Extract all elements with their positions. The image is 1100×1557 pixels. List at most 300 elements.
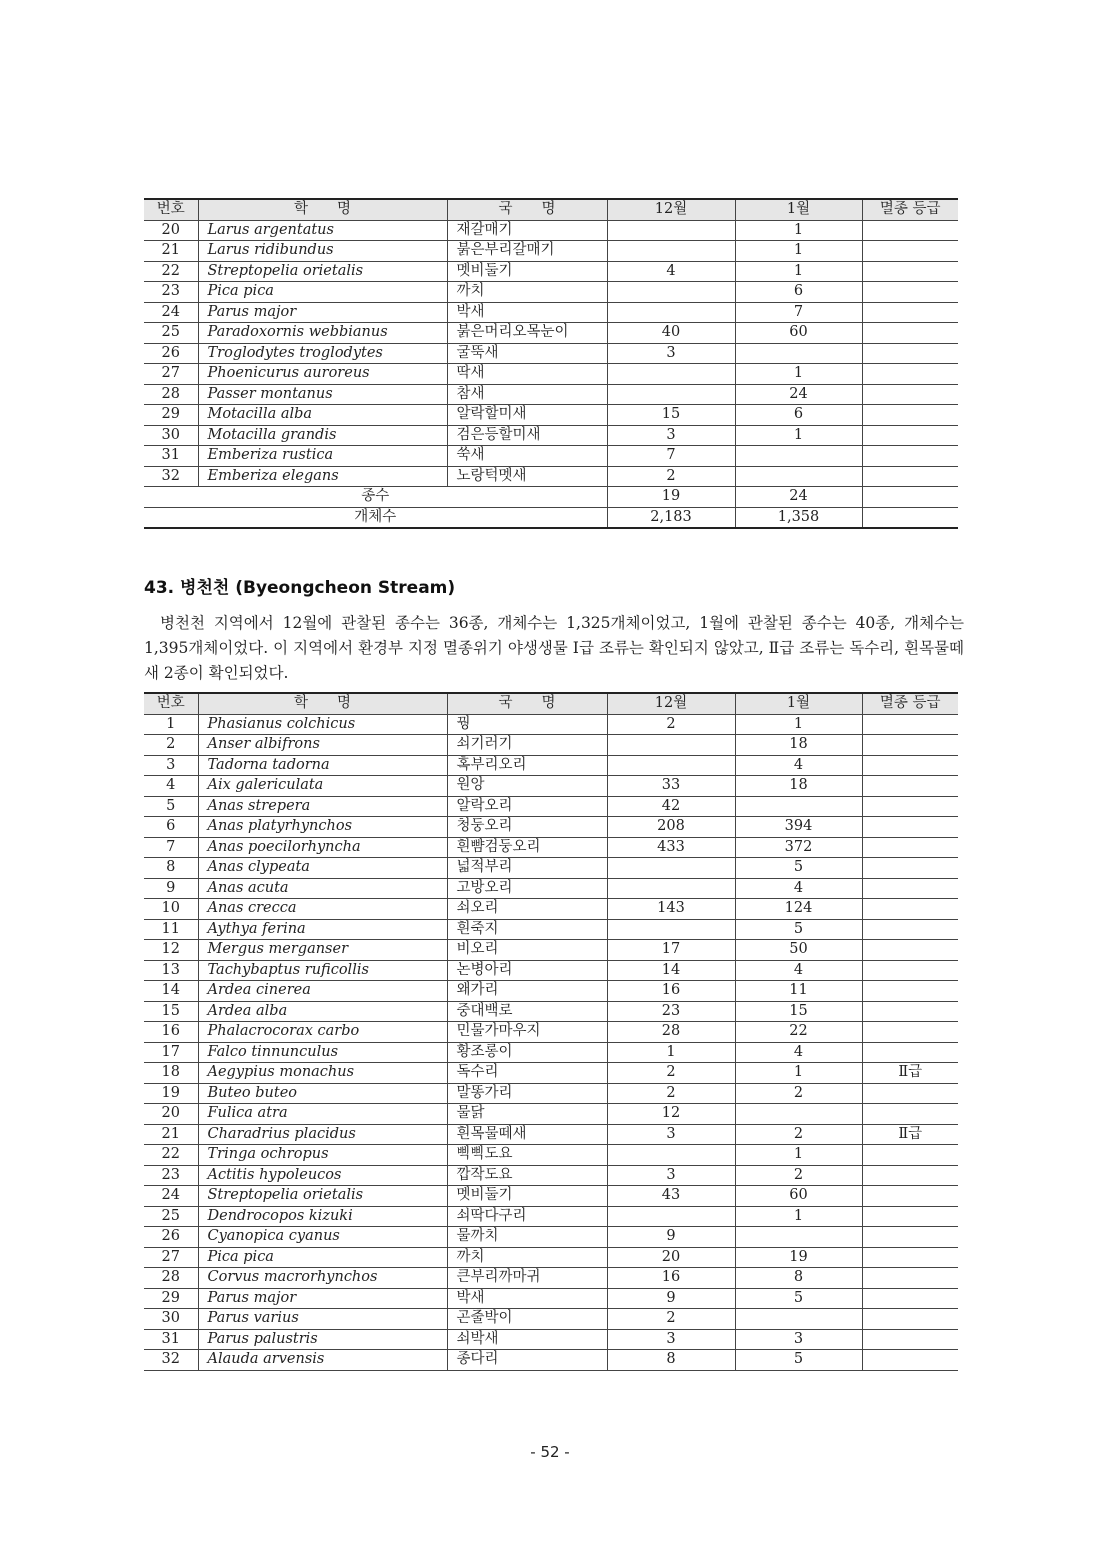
table-row bbox=[144, 1001, 958, 1022]
korean-name: 검은등할미새 bbox=[447, 425, 607, 446]
table-row bbox=[144, 1083, 958, 1104]
december-count: 3 bbox=[607, 1165, 735, 1186]
january-count: 6 bbox=[735, 282, 862, 303]
scientific-name: Emberiza rustica bbox=[198, 446, 447, 467]
december-count bbox=[607, 282, 735, 303]
endangered-grade: Ⅱ급 bbox=[862, 1063, 958, 1084]
january-count: 18 bbox=[735, 735, 862, 756]
endangered-grade bbox=[862, 405, 958, 426]
table-row bbox=[144, 1042, 958, 1063]
header-december: 12월 bbox=[607, 199, 735, 220]
scientific-name: Larus argentatus bbox=[198, 220, 447, 241]
endangered-grade bbox=[862, 466, 958, 487]
endangered-grade bbox=[862, 981, 958, 1002]
endangered-grade bbox=[862, 714, 958, 735]
row-number: 22 bbox=[144, 1145, 198, 1166]
january-count: 1 bbox=[735, 261, 862, 282]
korean-name: 붉은부리갈매기 bbox=[447, 241, 607, 262]
page-number: - 52 - bbox=[530, 1443, 570, 1461]
row-number: 25 bbox=[144, 1206, 198, 1227]
endangered-grade: Ⅱ급 bbox=[862, 1124, 958, 1145]
endangered-grade bbox=[862, 1247, 958, 1268]
january-count: 11 bbox=[735, 981, 862, 1002]
korean-name: 재갈매기 bbox=[447, 220, 607, 241]
december-count bbox=[607, 878, 735, 899]
endangered-grade bbox=[862, 1001, 958, 1022]
endangered-grade bbox=[862, 1268, 958, 1289]
row-number: 20 bbox=[144, 1104, 198, 1125]
row-number: 30 bbox=[144, 1309, 198, 1330]
korean-name: 까치 bbox=[447, 1247, 607, 1268]
table-body bbox=[144, 714, 958, 1370]
december-total: 19 bbox=[607, 487, 735, 508]
row-number: 28 bbox=[144, 1268, 198, 1289]
row-number: 28 bbox=[144, 384, 198, 405]
december-count: 16 bbox=[607, 1268, 735, 1289]
january-count bbox=[735, 1104, 862, 1125]
scientific-name: Charadrius placidus bbox=[198, 1124, 447, 1145]
row-number: 23 bbox=[144, 1165, 198, 1186]
table-row bbox=[144, 261, 958, 282]
table-row bbox=[144, 714, 958, 735]
row-number: 26 bbox=[144, 1227, 198, 1248]
scientific-name: Anas strepera bbox=[198, 796, 447, 817]
row-number: 21 bbox=[144, 241, 198, 262]
endangered-grade bbox=[862, 1350, 958, 1371]
december-count: 14 bbox=[607, 960, 735, 981]
january-total: 24 bbox=[735, 487, 862, 508]
scientific-name: Fulica atra bbox=[198, 1104, 447, 1125]
table-row bbox=[144, 960, 958, 981]
december-count: 16 bbox=[607, 981, 735, 1002]
january-count: 4 bbox=[735, 1042, 862, 1063]
korean-name: 쇠기러기 bbox=[447, 735, 607, 756]
bird-table-byeongcheon bbox=[144, 692, 958, 1371]
bird-table-continued bbox=[144, 198, 958, 529]
december-count: 2 bbox=[607, 1309, 735, 1330]
table-row bbox=[144, 241, 958, 262]
december-count: 3 bbox=[607, 343, 735, 364]
january-total: 1,358 bbox=[735, 507, 862, 528]
korean-name: 말똥가리 bbox=[447, 1083, 607, 1104]
endangered-grade bbox=[862, 1104, 958, 1125]
endangered-grade bbox=[862, 302, 958, 323]
korean-name: 물까치 bbox=[447, 1227, 607, 1248]
scientific-name: Anas acuta bbox=[198, 878, 447, 899]
january-count: 5 bbox=[735, 919, 862, 940]
december-count bbox=[607, 302, 735, 323]
december-count: 2 bbox=[607, 466, 735, 487]
january-count: 372 bbox=[735, 837, 862, 858]
january-count: 2 bbox=[735, 1124, 862, 1145]
table-row bbox=[144, 1022, 958, 1043]
december-count bbox=[607, 755, 735, 776]
scientific-name: Tachybaptus ruficollis bbox=[198, 960, 447, 981]
january-count bbox=[735, 1227, 862, 1248]
korean-name: 흰목물떼새 bbox=[447, 1124, 607, 1145]
endangered-grade bbox=[862, 1186, 958, 1207]
endangered-grade bbox=[862, 755, 958, 776]
table-body bbox=[144, 220, 958, 528]
table-row bbox=[144, 1145, 958, 1166]
december-count: 143 bbox=[607, 899, 735, 920]
total-grade bbox=[862, 507, 958, 528]
january-count: 4 bbox=[735, 960, 862, 981]
scientific-name: Anas poecilorhyncha bbox=[198, 837, 447, 858]
row-number: 22 bbox=[144, 261, 198, 282]
korean-name: 넓적부리 bbox=[447, 858, 607, 879]
endangered-grade bbox=[862, 364, 958, 385]
scientific-name: Parus palustris bbox=[198, 1329, 447, 1350]
scientific-name: Parus major bbox=[198, 302, 447, 323]
table-row bbox=[144, 899, 958, 920]
january-count: 8 bbox=[735, 1268, 862, 1289]
korean-name: 삑삑도요 bbox=[447, 1145, 607, 1166]
endangered-grade bbox=[862, 241, 958, 262]
korean-name: 노랑턱멧새 bbox=[447, 466, 607, 487]
endangered-grade bbox=[862, 282, 958, 303]
scientific-name: Streptopelia orietalis bbox=[198, 261, 447, 282]
scientific-name: Motacilla alba bbox=[198, 405, 447, 426]
row-number: 10 bbox=[144, 899, 198, 920]
december-total: 2,183 bbox=[607, 507, 735, 528]
row-number: 25 bbox=[144, 323, 198, 344]
table-row bbox=[144, 466, 958, 487]
table-row bbox=[144, 776, 958, 797]
row-number: 32 bbox=[144, 1350, 198, 1371]
korean-name: 굴뚝새 bbox=[447, 343, 607, 364]
korean-name: 황조롱이 bbox=[447, 1042, 607, 1063]
korean-name: 딱새 bbox=[447, 364, 607, 385]
january-count bbox=[735, 446, 862, 467]
row-number: 23 bbox=[144, 282, 198, 303]
january-count: 1 bbox=[735, 1206, 862, 1227]
endangered-grade bbox=[862, 425, 958, 446]
january-count: 5 bbox=[735, 1288, 862, 1309]
endangered-grade bbox=[862, 1227, 958, 1248]
row-number: 31 bbox=[144, 1329, 198, 1350]
table-row bbox=[144, 220, 958, 241]
december-count: 3 bbox=[607, 1124, 735, 1145]
korean-name: 청둥오리 bbox=[447, 817, 607, 838]
december-count: 208 bbox=[607, 817, 735, 838]
december-count: 4 bbox=[607, 261, 735, 282]
scientific-name: Mergus merganser bbox=[198, 940, 447, 961]
scientific-name: Aix galericulata bbox=[198, 776, 447, 797]
endangered-grade bbox=[862, 837, 958, 858]
row-number: 15 bbox=[144, 1001, 198, 1022]
scientific-name: Buteo buteo bbox=[198, 1083, 447, 1104]
scientific-name: Anas clypeata bbox=[198, 858, 447, 879]
row-number: 11 bbox=[144, 919, 198, 940]
header-number: 번호 bbox=[144, 199, 198, 220]
table-row bbox=[144, 837, 958, 858]
korean-name: 왜가리 bbox=[447, 981, 607, 1002]
january-count: 24 bbox=[735, 384, 862, 405]
january-count: 4 bbox=[735, 878, 862, 899]
row-number: 27 bbox=[144, 1247, 198, 1268]
january-count: 1 bbox=[735, 425, 862, 446]
endangered-grade bbox=[862, 1145, 958, 1166]
december-count bbox=[607, 364, 735, 385]
table-row bbox=[144, 1329, 958, 1350]
endangered-grade bbox=[862, 384, 958, 405]
scientific-name: Phasianus colchicus bbox=[198, 714, 447, 735]
december-count: 9 bbox=[607, 1288, 735, 1309]
table-row bbox=[144, 364, 958, 385]
december-count bbox=[607, 220, 735, 241]
scientific-name: Pica pica bbox=[198, 282, 447, 303]
endangered-grade bbox=[862, 1022, 958, 1043]
table-row bbox=[144, 384, 958, 405]
table-header-row bbox=[144, 693, 958, 714]
endangered-grade bbox=[862, 960, 958, 981]
endangered-grade bbox=[862, 899, 958, 920]
table-row bbox=[144, 878, 958, 899]
row-number: 31 bbox=[144, 446, 198, 467]
scientific-name: Cyanopica cyanus bbox=[198, 1227, 447, 1248]
december-count bbox=[607, 735, 735, 756]
december-count: 17 bbox=[607, 940, 735, 961]
korean-name: 멧비둘기 bbox=[447, 261, 607, 282]
row-number: 21 bbox=[144, 1124, 198, 1145]
scientific-name: Alauda arvensis bbox=[198, 1350, 447, 1371]
endangered-grade bbox=[862, 796, 958, 817]
december-count: 2 bbox=[607, 714, 735, 735]
scientific-name: Tringa ochropus bbox=[198, 1145, 447, 1166]
table-row bbox=[144, 343, 958, 364]
scientific-name: Anas crecca bbox=[198, 899, 447, 920]
header-january: 1월 bbox=[735, 199, 862, 220]
korean-name: 혹부리오리 bbox=[447, 755, 607, 776]
row-number: 8 bbox=[144, 858, 198, 879]
korean-name: 알락할미새 bbox=[447, 405, 607, 426]
january-count: 1 bbox=[735, 714, 862, 735]
section-paragraph: 병천천 지역에서 12월에 관찰된 종수는 36종, 개체수는 1,325개체이었고, 1월에 관찰된 종수는 40종, 개체수는 1,395개체이었다. 이 지역에서 환경부 지정 멸종위기 야생생물 Ⅰ급 조류는 확인되지 않았고, Ⅱ급 조류는 독수리, 흰목물떼새 2종이 확인되었다. bbox=[144, 614, 964, 682]
row-number: 9 bbox=[144, 878, 198, 899]
table-row bbox=[144, 1309, 958, 1330]
scientific-name: Falco tinnunculus bbox=[198, 1042, 447, 1063]
endangered-grade bbox=[862, 878, 958, 899]
table-row bbox=[144, 302, 958, 323]
december-count: 3 bbox=[607, 1329, 735, 1350]
table-row bbox=[144, 1186, 958, 1207]
row-number: 18 bbox=[144, 1063, 198, 1084]
endangered-grade bbox=[862, 940, 958, 961]
korean-name: 민물가마우지 bbox=[447, 1022, 607, 1043]
korean-name: 곤줄박이 bbox=[447, 1309, 607, 1330]
scientific-name: Pica pica bbox=[198, 1247, 447, 1268]
december-count bbox=[607, 384, 735, 405]
endangered-grade bbox=[862, 735, 958, 756]
december-count: 8 bbox=[607, 1350, 735, 1371]
table-row bbox=[144, 919, 958, 940]
table-row bbox=[144, 1165, 958, 1186]
korean-name: 꿩 bbox=[447, 714, 607, 735]
scientific-name: Anser albifrons bbox=[198, 735, 447, 756]
table-row bbox=[144, 981, 958, 1002]
january-count: 18 bbox=[735, 776, 862, 797]
december-count: 33 bbox=[607, 776, 735, 797]
january-count: 4 bbox=[735, 755, 862, 776]
header-number: 번호 bbox=[144, 693, 198, 714]
table-row bbox=[144, 1104, 958, 1125]
december-count: 43 bbox=[607, 1186, 735, 1207]
endangered-grade bbox=[862, 1288, 958, 1309]
scientific-name: Dendrocopos kizuki bbox=[198, 1206, 447, 1227]
january-count: 60 bbox=[735, 323, 862, 344]
row-number: 19 bbox=[144, 1083, 198, 1104]
table-row bbox=[144, 940, 958, 961]
endangered-grade bbox=[862, 323, 958, 344]
january-count: 2 bbox=[735, 1083, 862, 1104]
january-count: 1 bbox=[735, 1145, 862, 1166]
table-row bbox=[144, 1124, 958, 1145]
scientific-name: Parus varius bbox=[198, 1309, 447, 1330]
korean-name: 쇠박새 bbox=[447, 1329, 607, 1350]
endangered-grade bbox=[862, 343, 958, 364]
korean-name: 종다리 bbox=[447, 1350, 607, 1371]
row-number: 17 bbox=[144, 1042, 198, 1063]
table-row bbox=[144, 735, 958, 756]
row-number: 29 bbox=[144, 1288, 198, 1309]
january-count bbox=[735, 466, 862, 487]
table-row bbox=[144, 425, 958, 446]
january-count: 124 bbox=[735, 899, 862, 920]
total-label: 개체수 bbox=[144, 507, 607, 528]
january-count bbox=[735, 343, 862, 364]
scientific-name: Paradoxornis webbianus bbox=[198, 323, 447, 344]
january-count: 60 bbox=[735, 1186, 862, 1207]
row-number: 12 bbox=[144, 940, 198, 961]
scientific-name: Ardea alba bbox=[198, 1001, 447, 1022]
scientific-name: Aythya ferina bbox=[198, 919, 447, 940]
korean-name: 중대백로 bbox=[447, 1001, 607, 1022]
december-count: 15 bbox=[607, 405, 735, 426]
row-number: 16 bbox=[144, 1022, 198, 1043]
scientific-name: Tadorna tadorna bbox=[198, 755, 447, 776]
december-count bbox=[607, 858, 735, 879]
table-row bbox=[144, 858, 958, 879]
january-count: 15 bbox=[735, 1001, 862, 1022]
table-row bbox=[144, 796, 958, 817]
korean-name: 독수리 bbox=[447, 1063, 607, 1084]
table-header-row bbox=[144, 199, 958, 220]
january-count: 19 bbox=[735, 1247, 862, 1268]
endangered-grade bbox=[862, 261, 958, 282]
scientific-name: Passer montanus bbox=[198, 384, 447, 405]
total-row bbox=[144, 507, 958, 528]
endangered-grade bbox=[862, 776, 958, 797]
january-count bbox=[735, 1309, 862, 1330]
row-number: 13 bbox=[144, 960, 198, 981]
row-number: 6 bbox=[144, 817, 198, 838]
scientific-name: Emberiza elegans bbox=[198, 466, 447, 487]
korean-name: 쇠오리 bbox=[447, 899, 607, 920]
total-label: 종수 bbox=[144, 487, 607, 508]
december-count: 20 bbox=[607, 1247, 735, 1268]
korean-name: 논병아리 bbox=[447, 960, 607, 981]
table-row bbox=[144, 405, 958, 426]
row-number: 2 bbox=[144, 735, 198, 756]
korean-name: 까치 bbox=[447, 282, 607, 303]
december-count bbox=[607, 1145, 735, 1166]
table-row bbox=[144, 817, 958, 838]
december-count bbox=[607, 241, 735, 262]
january-count: 1 bbox=[735, 1063, 862, 1084]
january-count: 3 bbox=[735, 1329, 862, 1350]
korean-name: 깝작도요 bbox=[447, 1165, 607, 1186]
endangered-grade bbox=[862, 919, 958, 940]
scientific-name: Phalacrocorax carbo bbox=[198, 1022, 447, 1043]
header-scientific-name: 학 명 bbox=[198, 199, 447, 220]
row-number: 27 bbox=[144, 364, 198, 385]
scientific-name: Larus ridibundus bbox=[198, 241, 447, 262]
korean-name: 붉은머리오목눈이 bbox=[447, 323, 607, 344]
december-count: 28 bbox=[607, 1022, 735, 1043]
table-row bbox=[144, 1350, 958, 1371]
endangered-grade bbox=[862, 1309, 958, 1330]
korean-name: 흰뺨검둥오리 bbox=[447, 837, 607, 858]
december-count: 12 bbox=[607, 1104, 735, 1125]
endangered-grade bbox=[862, 1165, 958, 1186]
row-number: 5 bbox=[144, 796, 198, 817]
december-count bbox=[607, 919, 735, 940]
january-count: 2 bbox=[735, 1165, 862, 1186]
korean-name: 박새 bbox=[447, 302, 607, 323]
table-row bbox=[144, 282, 958, 303]
january-count: 1 bbox=[735, 364, 862, 385]
korean-name: 쇠딱다구리 bbox=[447, 1206, 607, 1227]
january-count: 394 bbox=[735, 817, 862, 838]
row-number: 30 bbox=[144, 425, 198, 446]
january-count: 6 bbox=[735, 405, 862, 426]
january-count: 7 bbox=[735, 302, 862, 323]
january-count: 5 bbox=[735, 1350, 862, 1371]
total-row bbox=[144, 487, 958, 508]
december-count: 2 bbox=[607, 1083, 735, 1104]
january-count: 5 bbox=[735, 858, 862, 879]
endangered-grade bbox=[862, 817, 958, 838]
january-count: 50 bbox=[735, 940, 862, 961]
scientific-name: Actitis hypoleucos bbox=[198, 1165, 447, 1186]
section-heading: 43. 병천천 (Byeongcheon Stream) bbox=[144, 578, 456, 598]
january-count: 22 bbox=[735, 1022, 862, 1043]
january-count: 1 bbox=[735, 241, 862, 262]
korean-name: 원앙 bbox=[447, 776, 607, 797]
endangered-grade bbox=[862, 1206, 958, 1227]
endangered-grade bbox=[862, 858, 958, 879]
total-grade bbox=[862, 487, 958, 508]
table-row bbox=[144, 1063, 958, 1084]
december-count: 23 bbox=[607, 1001, 735, 1022]
endangered-grade bbox=[862, 1329, 958, 1350]
korean-name: 참새 bbox=[447, 384, 607, 405]
table-row bbox=[144, 446, 958, 467]
scientific-name: Phoenicurus auroreus bbox=[198, 364, 447, 385]
row-number: 14 bbox=[144, 981, 198, 1002]
korean-name: 멧비둘기 bbox=[447, 1186, 607, 1207]
header-scientific-name: 학 명 bbox=[198, 693, 447, 714]
header-korean-name: 국 명 bbox=[447, 199, 607, 220]
scientific-name: Motacilla grandis bbox=[198, 425, 447, 446]
december-count bbox=[607, 1206, 735, 1227]
row-number: 1 bbox=[144, 714, 198, 735]
december-count: 1 bbox=[607, 1042, 735, 1063]
table-row bbox=[144, 1268, 958, 1289]
endangered-grade bbox=[862, 1042, 958, 1063]
row-number: 24 bbox=[144, 302, 198, 323]
